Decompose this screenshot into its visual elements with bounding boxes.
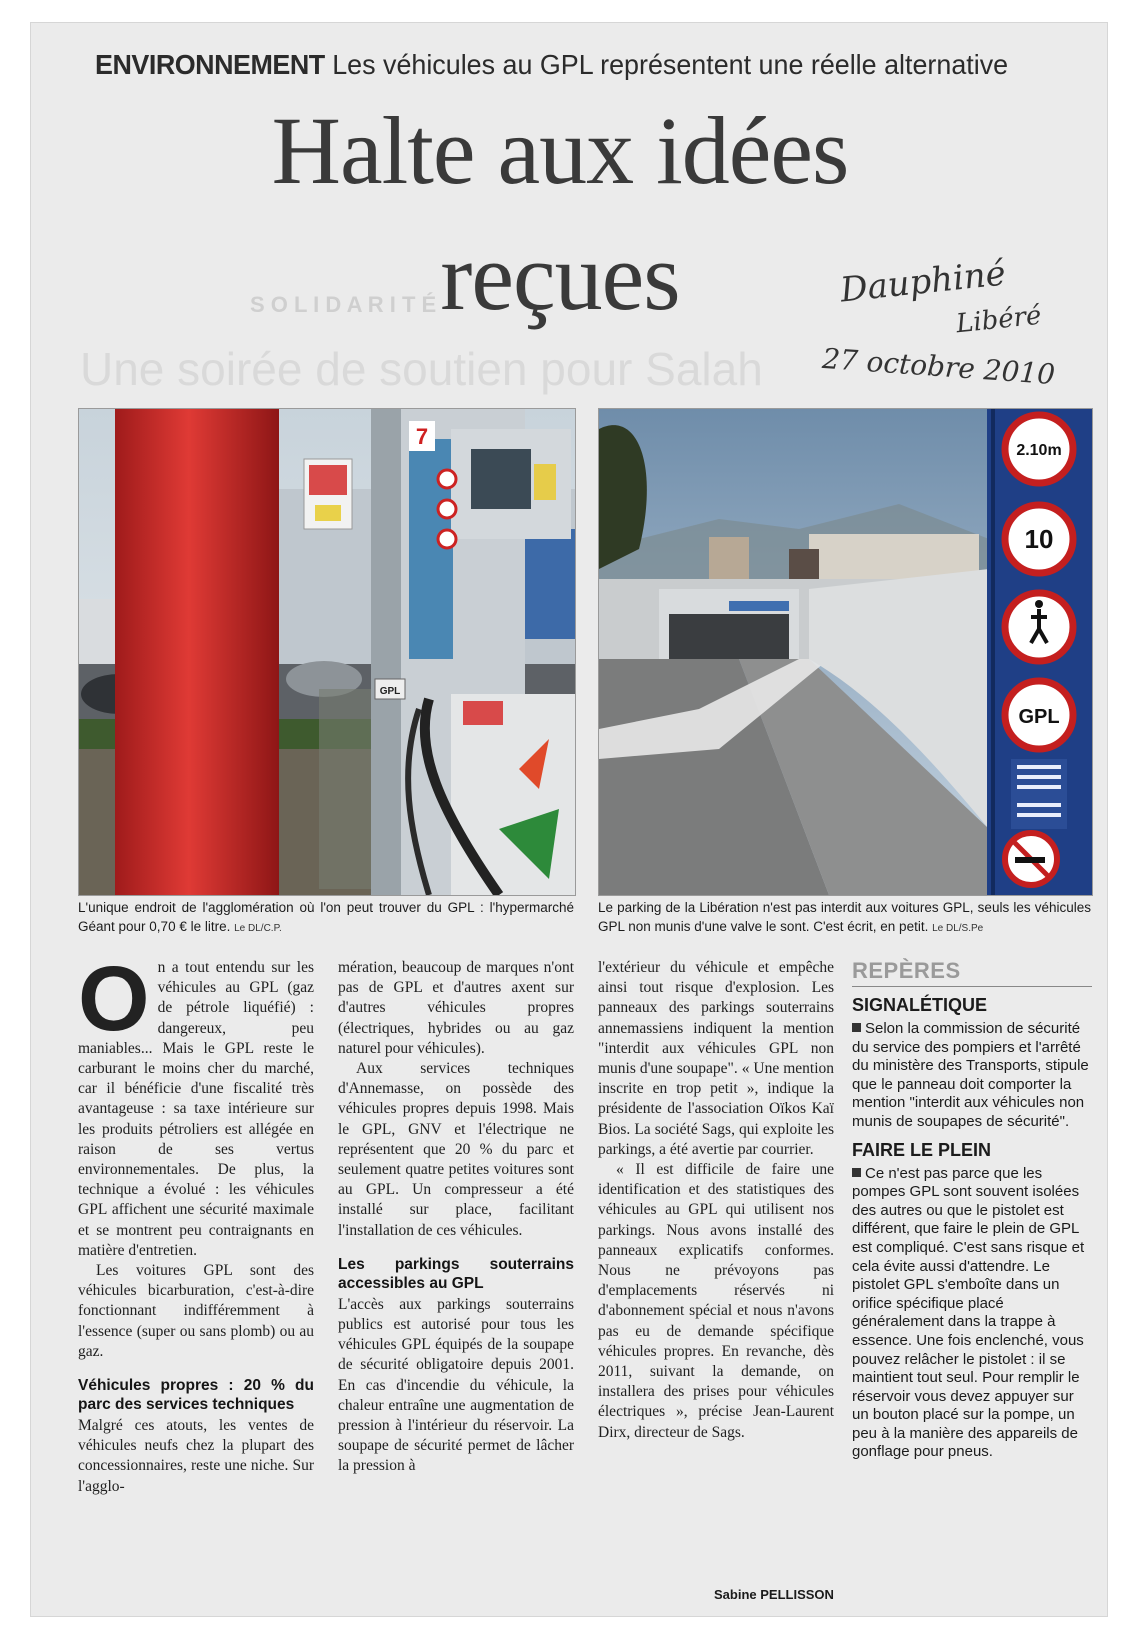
sidebar-paragraph: Ce n'est pas parce que les pompes GPL sont souvent isolées des autres ou que le pistolet est différent, que faire le plein de GPL est compliqué. C'est sans risque et cela évite aussi d'attendre. Le pistolet GPL s'emboîte dans un orifice spécifique placé généralement dans la trappe à essence. Une fois enclenché, vous pouvez relâcher le pistolet : il se maintient tout seul. Pour remplir le réservoir vous devez appuyer sur un bouton placé sur la pompe, un peu à la manière des appareils de gonflage pour pneus. xyxy=(852,1164,1085,1461)
section-deck: Les véhicules au GPL représentent une réelle alternative xyxy=(332,49,1009,80)
article-paragraph: mération, beaucoup de marques n'ont pas de GPL et d'autres axent sur d'autres véhicules propres (électriques, hybrides ou au gaz naturel pour véhicules). xyxy=(338,959,574,1057)
section-rubric xyxy=(95,44,1045,86)
sidebar-paragraph: Selon la commission de sécurité du service des pompiers et l'arrêté du ministère des Transports, stipule que le panneau doit comporter la mention "interdit aux véhicules non munis de soupapes de sécurité". xyxy=(852,1020,1089,1130)
svg-text:7: 7 xyxy=(415,424,429,449)
bullet-square-icon xyxy=(852,1023,861,1032)
article-subheading: Les parkings souterrains accessibles au GPL xyxy=(338,1255,574,1292)
article-paragraph: Aux services techniques d'Annemasse, on possède des véhicules propres depuis 1998. Mais le GPL, GNV et l'électrique ne représentent que 20 % du parc et seulement quatre petites voitures sont au GPL. Un compresseur a été installé sur place, facilitant l'installation de ces véhicules. xyxy=(338,1060,574,1239)
svg-text:GPL: GPL xyxy=(1018,706,1060,728)
handwritten-source: Dauphiné xyxy=(838,253,1008,311)
article-column-1 xyxy=(78,948,314,1497)
handwritten-date: 27 octobre 2010 xyxy=(821,341,1057,392)
photo-credit: Le DL/S.Pe xyxy=(932,923,984,934)
sidebar-heading-plein: FAIRE LE PLEIN xyxy=(852,1139,992,1160)
article-paragraph: L'accès aux parkings souterrains publics est autorisé pour tous les véhicules GPL équipés de la soupape de sécurité obligatoire depuis 2001. En cas d'incendie du véhicule, la chaleur entraîne une augmentation de pression à l'intérieur du réservoir. La soupape de sécurité permet de lâcher la pression à xyxy=(338,1295,574,1475)
article-column-2 xyxy=(338,958,574,1477)
article-column-3 xyxy=(598,958,834,1443)
sidebar-title: REPÈRES xyxy=(852,958,1092,987)
svg-text:2.10m: 2.10m xyxy=(1016,442,1062,459)
caption-left: L'unique endroit de l'agglomération où l'on peut trouver du GPL : l'hypermarché Géant pour 0,70 € le litre. Le DL/C.P. xyxy=(78,900,574,934)
photo-credit: Le DL/C.P. xyxy=(234,923,282,934)
bleed-through-text: S O L I D A R I T É xyxy=(250,292,437,317)
svg-text:GPL: GPL xyxy=(379,686,401,697)
parking-illustration xyxy=(599,409,1092,895)
photo-parking-entrance xyxy=(598,408,1093,896)
article-paragraph: l'extérieur du véhicule et empêche ainsi tout risque d'explosion. Les panneaux des parkings souterrains annemassiens indiquent la mention "interdit aux véhicules GPL non munis d'une soupape". « Une mention inscrite en trop petit », indique la présidente de l'association Oïkos Kaï Bios. La société Sags, qui exploite les parkings, a été avertie par courrier. xyxy=(598,959,834,1158)
svg-text:10: 10 xyxy=(1024,524,1054,554)
bleed-through-text: Une soirée de soutien pour Salah xyxy=(80,343,763,395)
photo-gas-pump xyxy=(78,408,576,896)
section-kicker: ENVIRONNEMENT xyxy=(95,49,325,80)
sidebar-heading-signaletique: SIGNALÉTIQUE xyxy=(852,995,988,1015)
article-subheading: Véhicules propres : 20 % du parc des services techniques xyxy=(78,1377,314,1414)
article-paragraph: « Il est difficile de faire une identification et des statistiques des véhicules au GPL qui utilisent nos parkings. Nous avons installé des panneaux explicatifs conformes. Nous ne prévoyons pas d'emplacements réservés ni d'abonnement spécial et nous n'avons pas eu de demande spécifique véhicules propres. En revanche, dès 2011, suivant la demande, on installera des prises pour véhicules électriques », précise Jean-Laurent Dirx, directeur de Sags. xyxy=(598,1161,834,1441)
headline-line-2: reçues xyxy=(440,223,680,330)
reperes-sidebar xyxy=(852,958,1092,1470)
handwritten-source-2: Libéré xyxy=(954,300,1043,340)
article-paragraph: Malgré ces atouts, les ventes de véhicules neufs chez la plupart des concessionnaires, reste une niche. Sur l'agglo- xyxy=(78,1417,314,1495)
gas-pump-illustration xyxy=(79,409,575,895)
article-paragraph: O n a tout entendu sur les véhicules au GPL (gaz de pétrole liquéfié) : dangereux, peu maniables... Mais le GPL reste le carburant le moins cher du marché, car il bénéficie d'une fiscalité très avantageuse : sa taxe intérieure sur les produits pétroliers est allégée en raison de ses vertus environnementales. De plus, la technique a évolué : les véhicules GPL affichent une sécurité maximale et se montrent peu contraignants en matière d'entretien. xyxy=(78,948,314,1259)
byline: Sabine PELLISSON xyxy=(714,1587,834,1602)
article-paragraph: Les voitures GPL sont des véhicules bicarburation, c'est-à-dire fonctionnant indifféremment à l'essence (super ou sans plomb) ou au gaz. xyxy=(78,1262,314,1360)
bullet-square-icon xyxy=(852,1168,861,1177)
caption-right: Le parking de la Libération n'est pas interdit aux voitures GPL, seuls les véhicules GPL non munis d'une valve le sont. C'est écrit, en petit. Le DL/S.Pe xyxy=(598,900,1091,934)
drop-cap: O xyxy=(78,948,150,1050)
headline-line-1: Halte aux idées xyxy=(271,97,849,204)
